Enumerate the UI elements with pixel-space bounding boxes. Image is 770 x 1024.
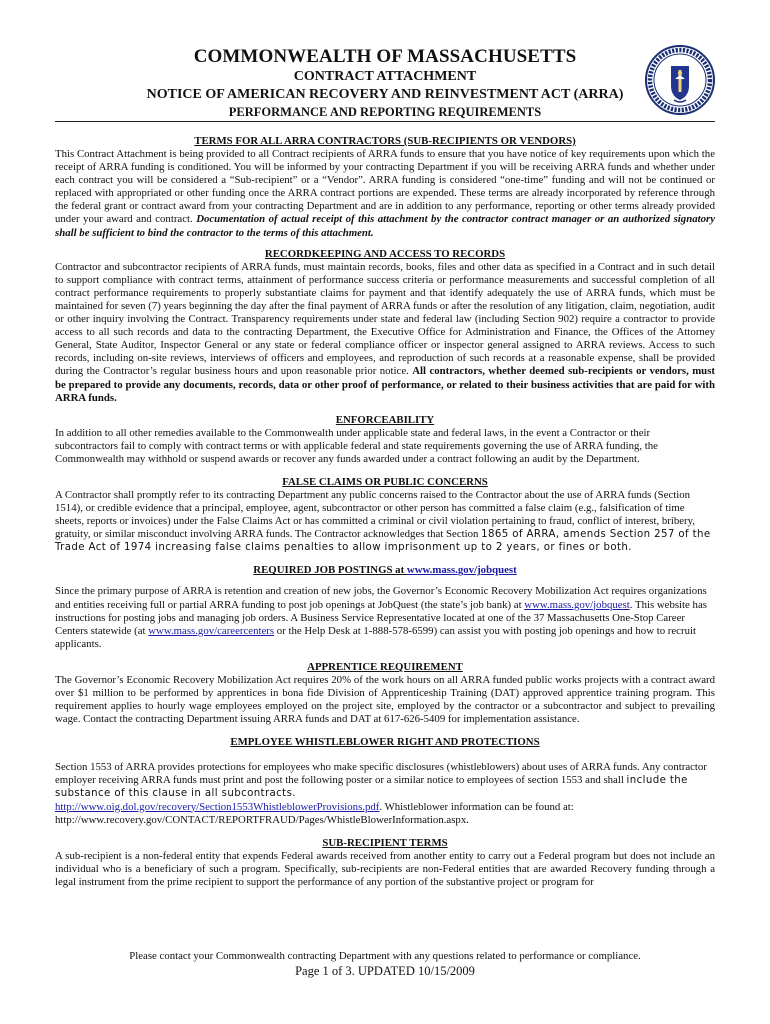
header-divider [55, 121, 715, 122]
jobquest-heading-link[interactable]: www.mass.gov/jobquest [406, 564, 517, 577]
section-text: The Governor’s Economic Recovery Mobilization Act requires 20% of the work hours on all ARRA funded public works projects with a contract award over $1 million to be performed by apprentices in bona fide Division of Apprenticeship Training (DAT) approved apprentice training program. This requirement applies to hourly wage employees employed on the project site, employed by the contractor or a subcontractor and subject to prevailing wage. Contact the contracting Department issuing ARRA funds and DAT at 617-626-5409 for implementation assistance. [55, 673, 715, 726]
section-heading: ENFORCEABILITY [335, 413, 435, 426]
section-job-postings [55, 564, 715, 650]
footer-contact-note: Please contact your Commonwealth contracting Department with any questions related to performance or compliance. [129, 950, 641, 962]
section-heading: RECORDKEEPING AND ACCESS TO RECORDS [264, 247, 506, 260]
section-heading: REQUIRED JOB POSTINGS at www.mass.gov/jobquest [253, 564, 517, 577]
page-title: COMMONWEALTH OF MASSACHUSETTS [193, 46, 577, 67]
subtitle-arra-notice: NOTICE OF AMERICAN RECOVERY AND REINVESTMENT ACT (ARRA) [146, 87, 624, 102]
section-text: In addition to all other remedies available to the Commonwealth under applicable state and federal laws, in the event a Contractor or their subcontractors fail to comply with contract terms or with applicable federal and state requirements governing the use of ARRA funding, the Commonwealth may withhold or suspend awards or recover any funds awarded under a contract following an audit by the Department. [55, 426, 658, 465]
jobquest-link[interactable]: www.mass.gov/jobquest [524, 598, 630, 611]
binding-emphasis: Documentation of actual receipt of this attachment by the contractor contract manager or an authorized signatory shall be sufficient to bind the contractor to the terms of this attachment. [55, 213, 715, 239]
subtitle-performance-reporting: PERFORMANCE AND REPORTING REQUIREMENTS [228, 105, 542, 119]
document-body [55, 135, 715, 889]
section-heading: EMPLOYEE WHISTLEBLOWER RIGHT AND PROTECTIONS [230, 736, 540, 749]
section-false-claims [55, 476, 715, 554]
section-recordkeeping [55, 248, 715, 405]
section-whistleblower [55, 736, 715, 826]
section-text: A sub-recipient is a non-federal entity that expends Federal awards received from another entity to carry out a Federal program but does not include an individual who is a beneficiary of such a program. Specifically, sub-recipients are non-Federal entities that are awarded Recovery funding through a legal instrument from the prime recipient to support the performance of any portion of the substantive project or program for [55, 849, 715, 888]
section-text: Contractor and subcontractor recipients of ARRA funds, must maintain records, books, files and other data as specified in a Contract and in such detail to support compliance with contract terms, attainment of performance success criteria or performance measurements and successful completion of all contract performance requirements to properly substantiate claims for payment and that identify adequately the use of ARRA funds, which must be maintained for seven (7) years beginning the day after the final payment of ARRA funds or after the resolution of any litigation, claim, negotiation, audit or other inquiry involving the Contract. Transparency requirements under state and federal law (including Section 902) require a contractor to provide access to all such records and data to the contracting Department, the Executive Office for Administration and Finance, the Offices of the Attorney General, State Auditor, Inspector General or any state or federal compliance officer or inspector general assigned to ARRA reviews. Access to such records, including on-site reviews, interviews of officers and employees, and reproduction of such records at a reasonable expense, shall be provided during the Contractor’s regular business hours and upon reasonable prior notice. All contractors, whether deemed sub-recipients or vendors, must be prepared to provide any documents, records, data or other proof of performance, or related to their business activities that are paid for with ARRA funds. [55, 260, 715, 404]
whistleblower-poster-link[interactable]: http://www.oig.dol.gov/recovery/Section1553WhistleblowerProvisions.pdf [55, 800, 380, 813]
section-text: Since the primary purpose of ARRA is retention and creation of new jobs, the Governor’s Economic Recovery Mobilization Act requires organizations and entities receiving full or partial ARRA funding to post job openings at JobQuest (the state’s job bank) at www.mass.gov/jobquest. This website has instructions for posting jobs and managing job orders. A Business Service Representative located at one of the 37 Massachusetts One-Stop Career Centers statewide (at www.mass.gov/careercenters or the Help Desk at 1-888-578-6599) can assist you with posting job openings and how to recruit applicants. [55, 585, 707, 650]
section-text: This Contract Attachment is being provided to all Contract recipients of ARRA funds to ensure that you have notice of key requirements upon which the receipt of ARRA funding is conditioned. You will be informed by your contracting Department if you will be receiving ARRA funds and whether under each contract you will be considered a “Sub-recipient” or a “Vendor”. ARRA funding is considered “one-time” funding and will not be continued or replaced with appropriated or other funding once the ARRA contract portions are expended. These terms are already incorporated by reference through the federal grant or contract award from your contracting Department and are in addition to any performance, reporting or other terms already provided under your award and contract. Documentation of actual receipt of this attachment by the contractor contract manager or an authorized signatory shall be sufficient to bind the contractor to the terms of this attachment. [55, 148, 715, 239]
document-header [40, 46, 730, 120]
section-heading: TERMS FOR ALL ARRA CONTRACTORS (SUB-RECIPIENTS OR VENDORS) [194, 135, 576, 147]
section-heading: APPRENTICE REQUIREMENT [307, 660, 463, 673]
massachusetts-seal-icon [644, 44, 716, 116]
section-apprentice [55, 661, 715, 726]
page-number: Page 1 of 3. UPDATED 10/15/2009 [295, 964, 475, 978]
section-text: Section 1553 of ARRA provides protections for employees who make specific disclosures (whistleblowers) about uses of ARRA funds. Any contractor employer receiving ARRA funds must print and post the following poster or a similar notice to employees of section 1553 and shall include the substance of this clause in all subcontracts. http://www.oig.dol.gov/recovery/Section1553WhistleblowerProvisions.pdf. Whistleblower information can be found at: http://www.recovery.gov/CONTACT/REPORTFRAUD/Pages/WhistleBlowerInformation.aspx. [55, 761, 707, 826]
section-heading: FALSE CLAIMS OR PUBLIC CONCERNS [282, 475, 488, 488]
careercenters-link[interactable]: www.mass.gov/careercenters [148, 624, 275, 637]
section-heading: SUB-RECIPIENT TERMS [322, 836, 448, 849]
section-text: A Contractor shall promptly refer to its contracting Department any public concerns raised to the Contractor about the use of ARRA funds (Section 1514), or credible evidence that a principal, employee, agent, subcontractor or other person has committed a false claim (e.g., falsification of time sheets, reports or invoices) under the False Claims Act or has committed a criminal or civil violation pertaining to fraud, conflict of interest, bribery, gratuity, or similar misconduct involving ARRA funds. The Contractor acknowledges that Section 1865 of ARRA, amends Section 257 of the Trade Act of 1974 increasing false claims penalties to allow imprisonment up to 2 years, or fines or both. [55, 488, 711, 554]
section-terms [55, 135, 715, 240]
section-subrecipient [55, 837, 715, 889]
section-enforceability [55, 414, 715, 466]
subtitle-contract-attachment: CONTRACT ATTACHMENT [293, 69, 477, 84]
records-emphasis: All contractors, whether deemed sub-recipients or vendors, must be prepared to provide any documents, records, data or other proof of performance, or related to their business activities that are paid for with ARRA funds. [55, 365, 715, 404]
